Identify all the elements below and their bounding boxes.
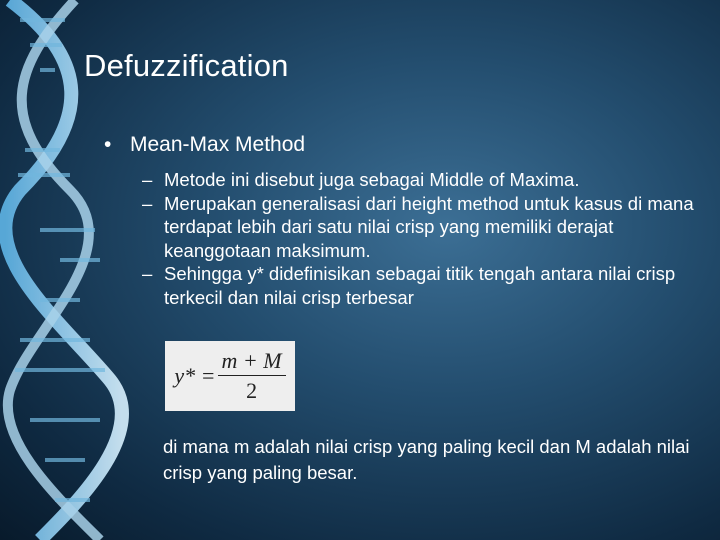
- dash-icon: –: [142, 263, 153, 284]
- formula-image: [165, 341, 295, 411]
- dash-icon: –: [142, 169, 153, 190]
- formula-fraction: [218, 347, 286, 406]
- sub-item: [104, 262, 704, 309]
- slide-content: [104, 132, 704, 309]
- sub-item-text: Metode ini disebut juga sebagai Middle of Maxima.: [164, 169, 580, 190]
- sub-item: [104, 168, 704, 192]
- sub-item-text: Sehingga y* didefinisikan sebagai titik tengah antara nilai crisp terkecil dan nilai crisp terbesar: [164, 263, 676, 308]
- formula-lhs: y* =: [174, 363, 216, 388]
- formula-denominator: 2: [246, 377, 258, 403]
- formula-numerator: m + M: [218, 347, 286, 376]
- explanation-text: di mana m adalah nilai crisp yang paling kecil dan M adalah nilai crisp yang paling besar.: [163, 436, 690, 483]
- bullet-item: [104, 132, 704, 158]
- slide-title: Defuzzification: [84, 48, 289, 83]
- bullet-text: Mean-Max Method: [130, 133, 306, 156]
- dash-icon: –: [142, 192, 153, 214]
- sub-item: [104, 192, 704, 263]
- bullet-icon: •: [104, 133, 112, 156]
- sub-item-text: Merupakan generalisasi dari height method untuk kasus di mana terdapat lebih dari satu nilai crisp yang memiliki derajat keanggotaan maksimum.: [164, 192, 694, 261]
